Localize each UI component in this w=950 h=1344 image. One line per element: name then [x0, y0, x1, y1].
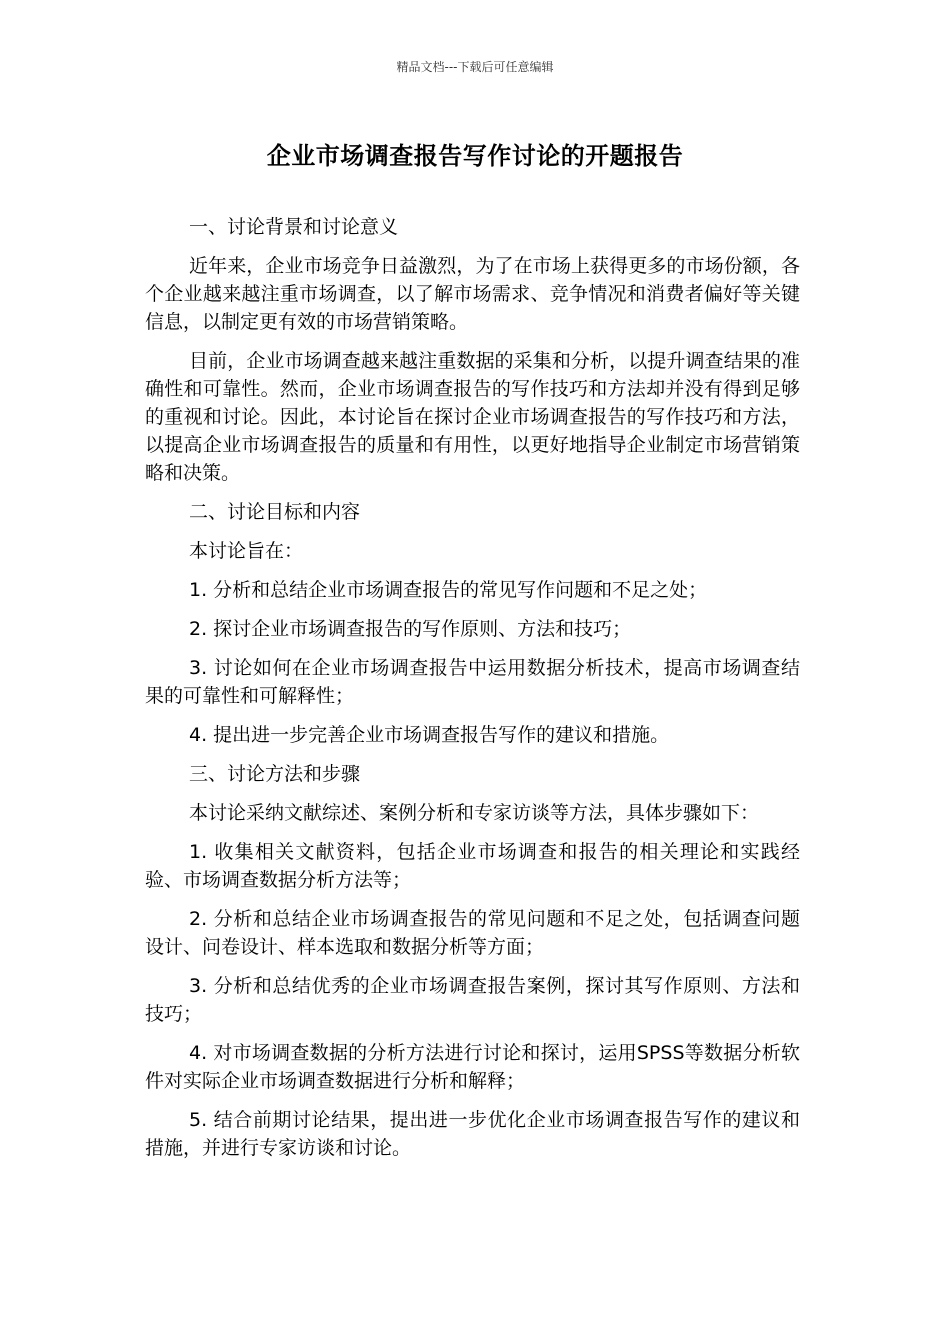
document-title: 企业市场调查报告写作讨论的开题报告: [266, 142, 684, 170]
list-item: 3. 分析和总结优秀的企业市场调查报告案例，探讨其写作原则、方法和技巧；: [145, 975, 800, 1025]
list-item: 3. 讨论如何在企业市场调查报告中运用数据分析技术，提高市场调查结果的可靠性和可解释性；: [145, 657, 800, 707]
section-heading-goals: 二、讨论目标和内容: [189, 501, 361, 523]
list-item: 4. 对市场调查数据的分析方法进行讨论和探讨，运用SPSS等数据分析软件对实际企业市场调查数据进行分析和解释；: [145, 1042, 800, 1092]
list-item: 5. 结合前期讨论结果，提出进一步优化企业市场调查报告写作的建议和措施，并进行专家访谈和讨论。: [145, 1109, 800, 1159]
list-item: 2. 探讨企业市场调查报告的写作原则、方法和技巧；: [189, 618, 632, 640]
body-paragraph: 本讨论采纳文献综述、案例分析和专家访谈等方法，具体步骤如下：: [189, 802, 760, 824]
page-header-note: 精品文档---下载后可任意编辑: [396, 60, 554, 74]
document-body: [145, 213, 800, 1173]
list-item: 1. 收集相关文献资料，包括企业市场调查和报告的相关理论和实践经验、市场调查数据分析方法等；: [145, 841, 800, 891]
body-paragraph: 目前，企业市场调查越来越注重数据的采集和分析，以提升调查结果的准确性和可靠性。然而，企业市场调查报告的写作技巧和方法却并没有得到足够的重视和讨论。因此，本讨论旨在探讨企业市场调查报告的写作技巧和方法，以提高企业市场调查报告的质量和有用性，以更好地指导企业制定市场营销策略和决策。: [145, 350, 800, 484]
list-item: 2. 分析和总结企业市场调查报告的常见问题和不足之处，包括调查问题设计、问卷设计、样本选取和数据分析等方面；: [145, 908, 800, 958]
section-heading-methods: 三、讨论方法和步骤: [189, 763, 361, 785]
section-heading-background: 一、讨论背景和讨论意义: [189, 216, 399, 238]
list-item: 1. 分析和总结企业市场调查报告的常见写作问题和不足之处；: [189, 579, 708, 601]
list-item: 4. 提出进一步完善企业市场调查报告写作的建议和措施。: [189, 724, 670, 746]
body-paragraph: 本讨论旨在：: [189, 540, 304, 562]
body-paragraph: 近年来，企业市场竞争日益激烈，为了在市场上获得更多的市场份额，各个企业越来越注重市场调查，以了解市场需求、竞争情况和消费者偏好等关键信息，以制定更有效的市场营销策略。: [145, 255, 800, 333]
